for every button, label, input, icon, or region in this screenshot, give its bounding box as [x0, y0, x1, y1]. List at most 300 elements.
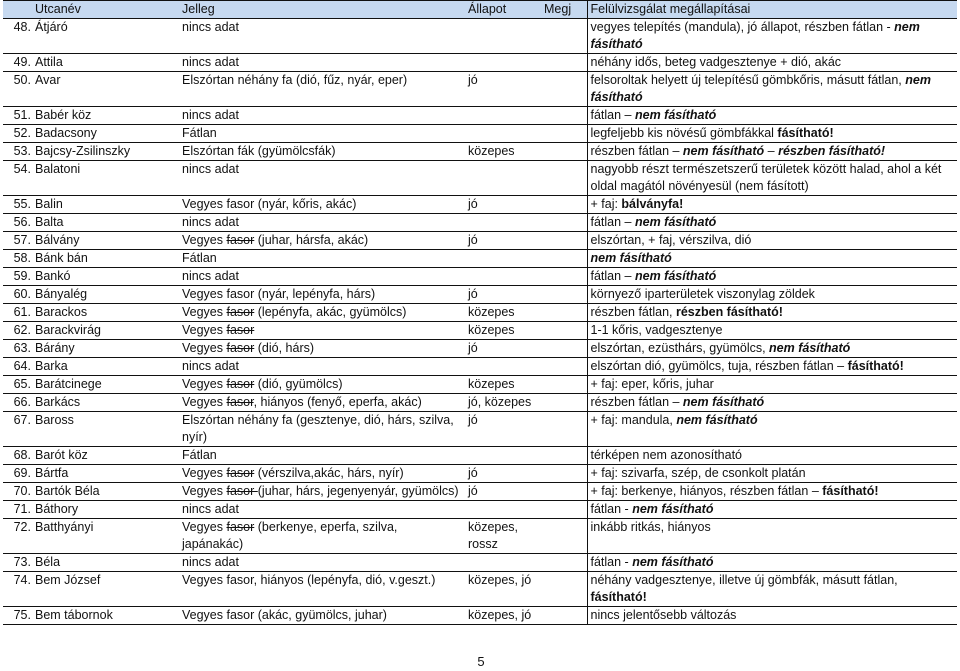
street-name: Bányalég — [35, 287, 88, 301]
street-name: Barkács — [35, 395, 81, 409]
state-cell: jó, közepes — [465, 394, 541, 412]
street-name: Barka — [35, 359, 68, 373]
survey-cell — [587, 250, 957, 268]
survey-cell — [587, 107, 957, 125]
street-name: Bálvány — [35, 233, 80, 247]
text-segment: felsoroltak helyett új telepítésű gömbkőris, másutt fátlan, — [590, 73, 906, 87]
type-cell — [179, 376, 465, 394]
survey-cell — [587, 214, 957, 232]
note-cell — [541, 501, 587, 519]
struck-text: fasor — [226, 377, 255, 391]
survey-cell — [587, 19, 957, 54]
street-name: Bártfa — [35, 466, 69, 480]
text-segment: elszórtan, + faj, vérszilva, dió — [590, 233, 752, 247]
text-segment: részben fátlan – — [590, 144, 683, 158]
street-name-cell — [3, 268, 179, 286]
emphasis-text: nem fásítható — [682, 144, 765, 158]
note-cell — [541, 214, 587, 232]
note-cell — [541, 125, 587, 143]
street-name-cell — [3, 554, 179, 572]
row-number: 49. — [13, 55, 31, 69]
table-row — [3, 412, 957, 447]
state-cell: közepes — [465, 143, 541, 161]
survey-cell — [587, 483, 957, 501]
street-name: Barackvirág — [35, 323, 101, 337]
emphasis-text: nem fásítható — [634, 269, 717, 283]
text-segment: Vegyes — [182, 466, 227, 480]
table-row — [3, 572, 957, 607]
street-name: Bárány — [35, 341, 75, 355]
state-cell: közepes — [465, 376, 541, 394]
street-name: Batthyányi — [35, 520, 94, 534]
table-row — [3, 358, 957, 376]
emphasis-text: nem fásítható — [676, 413, 758, 427]
text-segment: nincs jelentősebb változás — [590, 608, 737, 622]
street-name: Balin — [35, 197, 63, 211]
street-name: Balatoni — [35, 162, 81, 176]
table-row — [3, 554, 957, 572]
state-cell — [465, 501, 541, 519]
row-number: 75. — [13, 608, 31, 622]
struck-text: fasor — [226, 520, 255, 534]
table-row — [3, 250, 957, 268]
text-segment: (dió, hárs) — [254, 341, 315, 355]
type-cell: Vegyes fasor (nyár, lepényfa, hárs) — [179, 286, 465, 304]
table-row — [3, 268, 957, 286]
survey-cell — [587, 232, 957, 250]
state-cell: jó — [465, 465, 541, 483]
state-cell: közepes — [465, 304, 541, 322]
state-cell — [465, 214, 541, 232]
state-cell: jó — [465, 72, 541, 107]
text-segment: Vegyes — [182, 233, 227, 247]
street-name-cell — [3, 412, 179, 447]
emphasis-text: részben fásítható! — [778, 144, 886, 158]
struck-text: fasor — [226, 484, 258, 498]
type-cell — [179, 304, 465, 322]
street-name-cell — [3, 286, 179, 304]
note-cell — [541, 196, 587, 214]
street-name-cell — [3, 107, 179, 125]
street-name: Bankó — [35, 269, 71, 283]
street-name-cell — [3, 376, 179, 394]
survey-cell — [587, 304, 957, 322]
note-cell — [541, 143, 587, 161]
street-name-cell — [3, 304, 179, 322]
text-segment: + faj: — [590, 197, 622, 211]
street-name-cell — [3, 447, 179, 465]
row-number: 50. — [13, 73, 31, 87]
note-cell — [541, 54, 587, 72]
street-name-cell — [3, 519, 179, 554]
type-cell: Fátlan — [179, 447, 465, 465]
table-row — [3, 376, 957, 394]
row-number: 52. — [13, 126, 31, 140]
row-number: 69. — [13, 466, 31, 480]
row-number: 74. — [13, 573, 31, 587]
street-name-cell — [3, 196, 179, 214]
row-number: 53. — [13, 144, 31, 158]
note-cell — [541, 376, 587, 394]
survey-cell — [587, 125, 957, 143]
type-cell: Vegyes fasor, hiányos (lepényfa, dió, v.geszt.) — [179, 572, 465, 607]
survey-cell — [587, 572, 957, 607]
struck-text: fasor — [226, 233, 255, 247]
text-segment: fátlan – — [590, 108, 635, 122]
text-segment: Vegyes — [182, 341, 227, 355]
street-name-cell — [3, 483, 179, 501]
survey-cell — [587, 340, 957, 358]
text-segment: nagyobb részt természetszerű területek között halad, ahol a két oldal magától növényesül (nem fásított) — [590, 162, 942, 193]
street-name: Átjáró — [35, 20, 68, 34]
survey-cell — [587, 54, 957, 72]
street-name: Báthory — [35, 502, 79, 516]
text-segment: legfeljebb kis növésű gömbfákkal — [590, 126, 778, 140]
survey-cell — [587, 447, 957, 465]
header-note: Megj — [541, 1, 587, 19]
table-row — [3, 465, 957, 483]
row-number: 60. — [13, 287, 31, 301]
street-tree-survey-table — [3, 0, 957, 625]
state-cell: jó — [465, 232, 541, 250]
row-number: 62. — [13, 323, 31, 337]
text-segment: néhány idős, beteg vadgesztenye + dió, akác — [590, 55, 842, 69]
row-number: 57. — [13, 233, 31, 247]
survey-cell — [587, 607, 957, 625]
street-name-cell — [3, 572, 179, 607]
text-segment: fátlan – — [590, 269, 635, 283]
text-segment: (juhar, hársfa, akác) — [254, 233, 369, 247]
text-segment: + faj: berkenye, hiányos, részben fátlan – — [590, 484, 823, 498]
row-number: 64. — [13, 359, 31, 373]
row-number: 71. — [13, 502, 31, 516]
table-row — [3, 54, 957, 72]
page-number: 5 — [477, 654, 485, 669]
row-number: 72. — [13, 520, 31, 534]
type-cell: Elszórtan fák (gyümölcsfák) — [179, 143, 465, 161]
type-cell — [179, 322, 465, 340]
state-cell — [465, 250, 541, 268]
state-cell: közepes, jó — [465, 607, 541, 625]
survey-cell — [587, 554, 957, 572]
street-name-cell — [3, 54, 179, 72]
type-cell: Elszórtan néhány fa (dió, fűz, nyár, eper) — [179, 72, 465, 107]
type-cell: nincs adat — [179, 554, 465, 572]
table-row — [3, 286, 957, 304]
table-row — [3, 501, 957, 519]
row-number: 51. — [13, 108, 31, 122]
street-name-cell — [3, 340, 179, 358]
table-row — [3, 340, 957, 358]
row-number: 65. — [13, 377, 31, 391]
note-cell — [541, 572, 587, 607]
row-number: 59. — [13, 269, 31, 283]
survey-cell — [587, 501, 957, 519]
type-cell: Fátlan — [179, 125, 465, 143]
text-segment: – — [764, 144, 779, 158]
row-number: 61. — [13, 305, 31, 319]
survey-cell — [587, 286, 957, 304]
type-cell — [179, 232, 465, 250]
struck-text: fasor — [226, 395, 254, 409]
state-cell — [465, 358, 541, 376]
struck-text: fasor — [226, 466, 255, 480]
emphasis-text: nem fásítható — [634, 215, 717, 229]
note-cell — [541, 286, 587, 304]
bold-text: fásítható! — [590, 590, 647, 604]
struck-text: fasor — [226, 323, 255, 337]
row-number: 73. — [13, 555, 31, 569]
table-row — [3, 125, 957, 143]
text-segment: Vegyes — [182, 377, 227, 391]
type-cell: nincs adat — [179, 268, 465, 286]
survey-cell — [587, 465, 957, 483]
street-name-cell — [3, 607, 179, 625]
bold-text: részben fásítható! — [675, 305, 783, 319]
street-name-cell — [3, 143, 179, 161]
text-segment: részben fátlan, — [590, 305, 676, 319]
table-row — [3, 143, 957, 161]
emphasis-text: nem fásítható — [632, 502, 714, 516]
type-cell: nincs adat — [179, 358, 465, 376]
street-name-cell — [3, 125, 179, 143]
emphasis-text: nem fásítható — [634, 108, 717, 122]
street-name-cell — [3, 19, 179, 54]
note-cell — [541, 340, 587, 358]
survey-cell — [587, 412, 957, 447]
state-cell — [465, 107, 541, 125]
text-segment: + faj: eper, kőris, juhar — [590, 377, 714, 391]
table-row — [3, 447, 957, 465]
street-name-cell — [3, 501, 179, 519]
row-number: 48. — [13, 20, 31, 34]
survey-cell — [587, 394, 957, 412]
note-cell — [541, 19, 587, 54]
text-segment: Vegyes — [182, 484, 227, 498]
text-segment: + faj: szivarfa, szép, de csonkolt platán — [590, 466, 806, 480]
survey-cell — [587, 161, 957, 196]
state-cell: jó — [465, 412, 541, 447]
row-number: 54. — [13, 162, 31, 176]
survey-cell — [587, 358, 957, 376]
type-cell: Elszórtan néhány fa (gesztenye, dió, hárs, szilva, nyír) — [179, 412, 465, 447]
state-cell — [465, 19, 541, 54]
text-segment: elszórtan dió, gyümölcs, tuja, részben fátlan – — [590, 359, 848, 373]
type-cell: Vegyes fasor (nyár, kőris, akác) — [179, 196, 465, 214]
street-name-cell — [3, 232, 179, 250]
note-cell — [541, 554, 587, 572]
text-segment: néhány vadgesztenye, illetve új gömbfák, másutt fátlan, — [590, 573, 898, 587]
type-cell: nincs adat — [179, 19, 465, 54]
street-name-cell — [3, 358, 179, 376]
street-name-cell — [3, 465, 179, 483]
emphasis-text: nem fásítható — [590, 251, 672, 265]
type-cell: nincs adat — [179, 54, 465, 72]
type-cell — [179, 519, 465, 554]
text-segment: vegyes telepítés (mandula), jó állapot, részben fátlan - — [590, 20, 895, 34]
note-cell — [541, 394, 587, 412]
note-cell — [541, 107, 587, 125]
state-cell: közepes, jó — [465, 572, 541, 607]
street-name-cell — [3, 322, 179, 340]
note-cell — [541, 358, 587, 376]
street-name-cell — [3, 394, 179, 412]
street-name-cell — [3, 161, 179, 196]
table-row — [3, 304, 957, 322]
text-segment: térképen nem azonosítható — [590, 448, 742, 462]
row-number: 56. — [13, 215, 31, 229]
table-row — [3, 19, 957, 54]
survey-cell — [587, 519, 957, 554]
type-cell: nincs adat — [179, 161, 465, 196]
text-segment: inkább ritkás, hiányos — [590, 520, 711, 534]
text-segment: Vegyes — [182, 323, 227, 337]
text-segment: + faj: mandula, — [590, 413, 677, 427]
text-segment: Vegyes — [182, 395, 227, 409]
type-cell: nincs adat — [179, 107, 465, 125]
text-segment: fátlan - — [590, 502, 633, 516]
table-header-row — [3, 1, 957, 19]
row-number: 55. — [13, 197, 31, 211]
header-type: Jelleg — [179, 1, 465, 19]
note-cell — [541, 607, 587, 625]
street-name: Baross — [35, 413, 74, 427]
note-cell — [541, 161, 587, 196]
text-segment: fátlan – — [590, 215, 635, 229]
text-segment: fátlan - — [590, 555, 633, 569]
row-number: 70. — [13, 484, 31, 498]
street-name: Bajcsy-Zsilinszky — [35, 144, 131, 158]
street-name-cell — [3, 72, 179, 107]
state-cell — [465, 54, 541, 72]
survey-cell — [587, 143, 957, 161]
note-cell — [541, 519, 587, 554]
emphasis-text: nem fásítható — [769, 341, 851, 355]
street-name: Bem József — [35, 573, 101, 587]
note-cell — [541, 412, 587, 447]
street-name: Barót köz — [35, 448, 88, 462]
note-cell — [541, 322, 587, 340]
table-row — [3, 72, 957, 107]
table-row — [3, 394, 957, 412]
state-cell: jó — [465, 483, 541, 501]
note-cell — [541, 250, 587, 268]
street-name: Attila — [35, 55, 63, 69]
header-street-name: Utcanév — [3, 1, 179, 19]
state-cell: jó — [465, 286, 541, 304]
text-segment: (berkenye, eperfa, szilva, japánakác) — [182, 520, 398, 551]
row-number: 63. — [13, 341, 31, 355]
survey-cell — [587, 72, 957, 107]
type-cell — [179, 340, 465, 358]
type-cell: nincs adat — [179, 214, 465, 232]
street-name: Balta — [35, 215, 64, 229]
type-cell: Vegyes fasor (akác, gyümölcs, juhar) — [179, 607, 465, 625]
table-row — [3, 214, 957, 232]
survey-cell — [587, 376, 957, 394]
table-row — [3, 607, 957, 625]
type-cell — [179, 483, 465, 501]
street-name: Barackos — [35, 305, 88, 319]
table-row — [3, 196, 957, 214]
emphasis-text: nem fásítható — [682, 395, 765, 409]
note-cell — [541, 447, 587, 465]
emphasis-text: nem fásítható — [590, 73, 931, 104]
street-name: Bem tábornok — [35, 608, 113, 622]
header-survey: Felülvizsgálat megállapításai — [587, 1, 957, 19]
note-cell — [541, 268, 587, 286]
type-cell — [179, 465, 465, 483]
street-name: Barátcinege — [35, 377, 102, 391]
street-name: Bartók Béla — [35, 484, 100, 498]
street-name: Béla — [35, 555, 61, 569]
type-cell: nincs adat — [179, 501, 465, 519]
state-cell: közepes — [465, 322, 541, 340]
state-cell — [465, 268, 541, 286]
survey-cell — [587, 322, 957, 340]
text-segment: (juhar, hárs, jegenyenyár, gyümölcs) — [257, 484, 459, 498]
text-segment: környező iparterületek viszonylag zöldek — [590, 287, 815, 301]
row-number: 67. — [13, 413, 31, 427]
text-segment: (vérszilva,akác, hárs, nyír) — [254, 466, 404, 480]
bold-text: bálványfa! — [621, 197, 684, 211]
type-cell — [179, 394, 465, 412]
state-cell: jó — [465, 196, 541, 214]
row-number: 58. — [13, 251, 31, 265]
row-number: 66. — [13, 395, 31, 409]
text-segment: részben fátlan – — [590, 395, 683, 409]
street-name-cell — [3, 250, 179, 268]
header-state: Állapot — [465, 1, 541, 19]
struck-text: fasor — [226, 341, 255, 355]
struck-text: fasor — [226, 305, 255, 319]
text-segment: , hiányos (fenyő, eperfa, akác) — [253, 395, 422, 409]
bold-text: fásítható! — [822, 484, 879, 498]
note-cell — [541, 483, 587, 501]
text-segment: Vegyes — [182, 305, 227, 319]
text-segment: (dió, gyümölcs) — [254, 377, 343, 391]
emphasis-text: nem fásítható — [590, 20, 920, 51]
survey-cell — [587, 268, 957, 286]
text-segment: Vegyes — [182, 520, 227, 534]
bold-text: fásítható! — [777, 126, 834, 140]
state-cell: jó — [465, 340, 541, 358]
street-name-cell — [3, 214, 179, 232]
state-cell — [465, 447, 541, 465]
state-cell: közepes, rossz — [465, 519, 541, 554]
state-cell — [465, 554, 541, 572]
text-segment: elszórtan, ezüsthárs, gyümölcs, — [590, 341, 770, 355]
table-row — [3, 161, 957, 196]
text-segment: 1-1 kőris, vadgesztenye — [590, 323, 723, 337]
table-row — [3, 107, 957, 125]
text-segment: (lepényfa, akác, gyümölcs) — [254, 305, 407, 319]
row-number: 68. — [13, 448, 31, 462]
state-cell — [465, 161, 541, 196]
table-row — [3, 519, 957, 554]
emphasis-text: nem fásítható — [632, 555, 714, 569]
table-row — [3, 483, 957, 501]
street-name: Avar — [35, 73, 61, 87]
table-row — [3, 232, 957, 250]
state-cell — [465, 125, 541, 143]
note-cell — [541, 232, 587, 250]
table-row — [3, 322, 957, 340]
street-name: Bánk bán — [35, 251, 88, 265]
note-cell — [541, 72, 587, 107]
street-name: Babér köz — [35, 108, 92, 122]
bold-text: fásítható! — [847, 359, 904, 373]
